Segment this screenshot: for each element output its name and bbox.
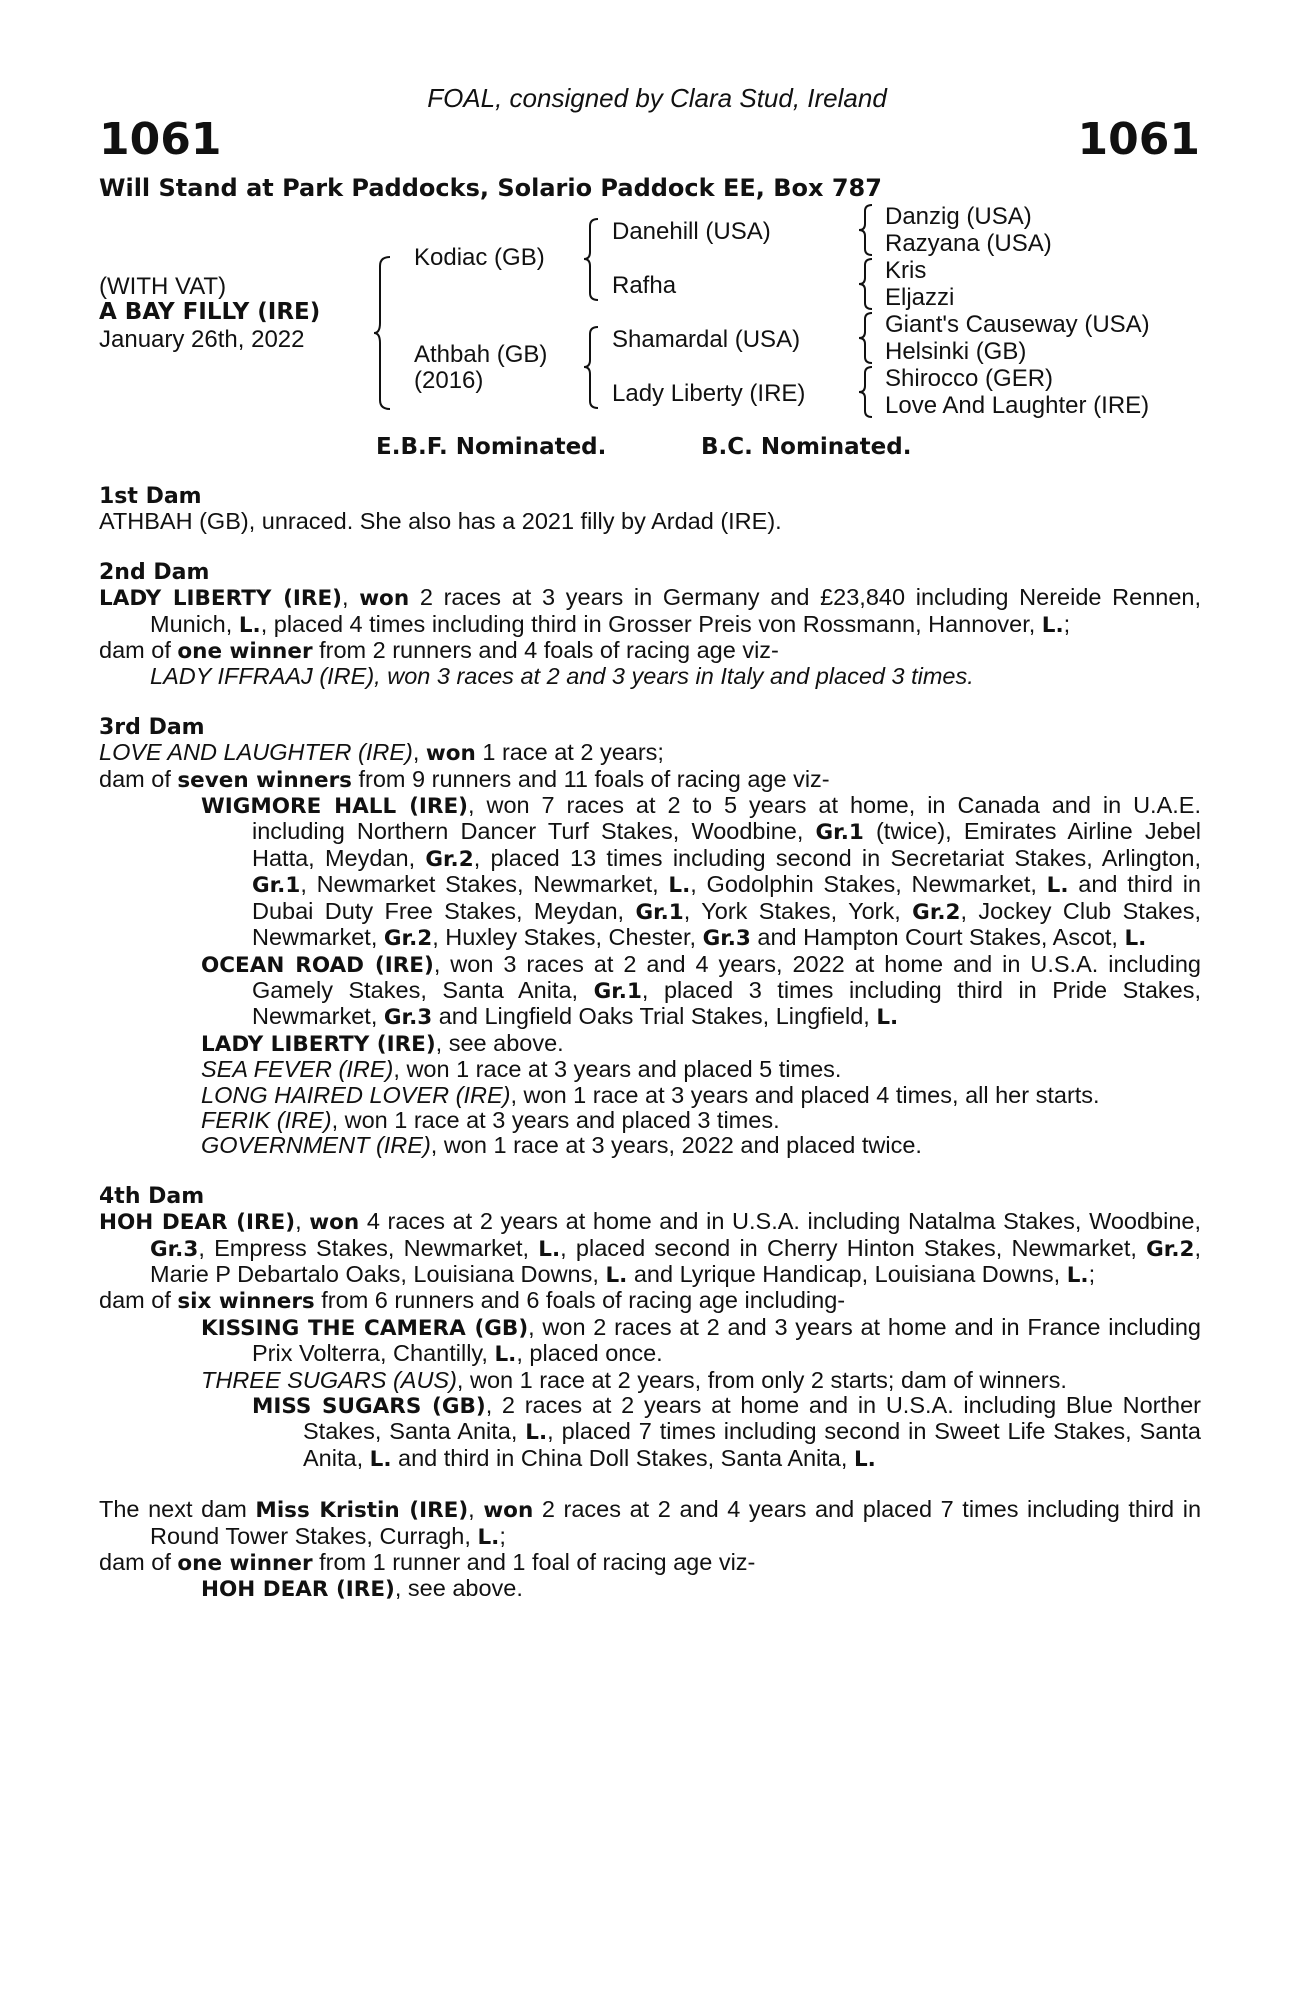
third-dam-heading: 3rd Dam [99, 714, 205, 740]
pedigree-sire-dam: Rafha [612, 272, 677, 299]
pedigree-sire-sire: Danehill (USA) [612, 218, 771, 245]
first-dam-text: ATHBAH (GB), unraced. She also has a 2021 filly by Ardad (IRE). [99, 508, 782, 535]
pedigree-brace-dam [583, 326, 599, 410]
lot-number-left: 1061 [99, 114, 222, 165]
second-dam-dam-of: dam of one winner from 2 runners and 4 foals of racing age viz- [99, 637, 779, 665]
horse-name: A BAY FILLY (IRE) [99, 299, 321, 325]
pedigree-brace-sire [583, 218, 599, 302]
pedigree-g6: Helsinki (GB) [885, 338, 1027, 365]
pedigree-brace-g3 [858, 312, 873, 364]
pedigree-brace-g4 [858, 366, 873, 418]
pedigree-g1: Danzig (USA) [885, 203, 1032, 230]
progeny-sea-fever: SEA FEVER (IRE), won 1 race at 3 years and placed 5 times. [201, 1056, 842, 1083]
pedigree-brace-g2 [858, 258, 873, 310]
third-dam-text: LOVE AND LAUGHTER (IRE), won 1 race at 2 years; [99, 739, 664, 767]
pedigree-dam-dam: Lady Liberty (IRE) [612, 380, 806, 407]
second-dam-progeny: LADY IFFRAAJ (IRE), won 3 races at 2 and 3 years in Italy and placed 3 times. [150, 663, 974, 690]
horse-dob: January 26th, 2022 [99, 326, 305, 353]
progeny-long-haired-lover: LONG HAIRED LOVER (IRE), won 1 race at 3 years and placed 4 times, all her starts. [201, 1081, 1100, 1108]
progeny-miss-sugars: MISS SUGARS (GB), 2 races at 2 years at home and in U.S.A. including Blue Norther Stakes, Santa Anita, L., placed 7 times including second in Sweet Life Stakes, Santa Anita, L. and third in China Doll Stakes, Santa Anita, L. [252, 1392, 1201, 1472]
bc-nomination: B.C. Nominated. [701, 434, 912, 460]
pedigree-dam-sire: Shamardal (USA) [612, 326, 801, 353]
pedigree-g7: Shirocco (GER) [885, 365, 1054, 392]
fourth-dam-text: HOH DEAR (IRE), won 4 races at 2 years at home and in U.S.A. including Natalma Stakes, Woodbine, Gr.3, Empress Stakes, Newmarket, L., placed second in Cherry Hinton Stakes, Newmarket, Gr.2, Marie P Debartalo Oaks, Louisiana Downs, L. and Lyrique Handicap, Louisiana Downs, L.; [99, 1208, 1202, 1288]
first-dam-heading: 1st Dam [99, 484, 202, 509]
pedigree-brace-g1 [858, 204, 873, 256]
second-dam-heading: 2nd Dam [99, 559, 210, 585]
pedigree-sire: Kodiac (GB) [414, 244, 545, 271]
pedigree-dam: Athbah (GB) [414, 341, 548, 368]
fourth-dam-heading: 4th Dam [99, 1183, 205, 1209]
progeny-hoh-dear: HOH DEAR (IRE), see above. [201, 1575, 523, 1603]
next-dam-dam-of: dam of one winner from 1 runner and 1 foal of racing age viz- [99, 1549, 756, 1577]
progeny-lady-liberty: LADY LIBERTY (IRE), see above. [201, 1029, 564, 1057]
produce-record [99, 484, 1201, 1603]
progeny-ocean-road: OCEAN ROAD (IRE), won 3 races at 2 and 4 years, 2022 at home and in U.S.A. including Gamely Stakes, Santa Anita, Gr.1, placed 3 times including third in Pride Stakes, Newmarket, Gr.3 and Lingfield Oaks Trial Stakes, Lingfield, L. [201, 950, 1201, 1031]
progeny-ferik: FERIK (IRE), won 1 race at 3 years and placed 3 times. [201, 1106, 780, 1133]
ebf-nomination: E.B.F. Nominated. [376, 434, 607, 460]
third-dam-dam-of: dam of seven winners from 9 runners and 11 foals of racing age viz- [99, 765, 830, 793]
progeny-kissing-the-camera: KISSING THE CAMERA (GB), won 2 races at 2 and 3 years at home and in France including Prix Volterra, Chantilly, L., placed once. [201, 1313, 1201, 1368]
stand-location: Will Stand at Park Paddocks, Solario Paddock EE, Box 787 [99, 174, 882, 202]
second-dam-text: LADY LIBERTY (IRE), won 2 races at 3 years in Germany and £23,840 including Nereide Rennen, Munich, L., placed 4 times including third in Grosser Preis von Rossmann, Hannover, L.; [99, 584, 1201, 638]
pedigree-g2: Razyana (USA) [885, 230, 1052, 257]
pedigree-brace-main [373, 256, 391, 411]
pedigree-g4: Eljazzi [885, 284, 955, 311]
progeny-wigmore-hall: WIGMORE HALL (IRE), won 7 races at 2 to 5 years at home, in Canada and in U.A.E. including Northern Dancer Turf Stakes, Woodbine, Gr.1 (twice), Emirates Airline Jebel Hatta, Meydan, Gr.2, placed 13 times including second in Secretariat Stakes, Arlington, Gr.1, Newmarket Stakes, Newmarket, L., Godolphin Stakes, Newmarket, L. and third in Dubai Duty Free Stakes, Meydan, Gr.1, York Stakes, York, Gr.2, Jockey Club Stakes, Newmarket, Gr.2, Huxley Stakes, Chester, Gr.3 and Hampton Court Stakes, Ascot, L. [201, 792, 1202, 952]
pedigree-g3: Kris [885, 257, 927, 284]
next-dam-text: The next dam Miss Kristin (IRE), won 2 races at 2 and 4 years and placed 7 times including third in Round Tower Stakes, Curragh, L.; [99, 1496, 1202, 1550]
pedigree-dam-year: (2016) [414, 367, 484, 394]
fourth-dam-dam-of: dam of six winners from 6 runners and 6 foals of racing age including- [99, 1287, 846, 1315]
pedigree-g8: Love And Laughter (IRE) [885, 392, 1150, 419]
progeny-three-sugars: THREE SUGARS (AUS), won 1 race at 2 years, from only 2 starts; dam of winners. [201, 1366, 1067, 1393]
lot-number-right: 1061 [1077, 114, 1200, 165]
pedigree-g5: Giant's Causeway (USA) [885, 311, 1150, 338]
vat-label: (WITH VAT) [99, 273, 227, 300]
consignment-line: FOAL, consigned by Clara Stud, Ireland [427, 83, 887, 113]
progeny-government: GOVERNMENT (IRE), won 1 race at 3 years, 2022 and placed twice. [201, 1132, 922, 1159]
